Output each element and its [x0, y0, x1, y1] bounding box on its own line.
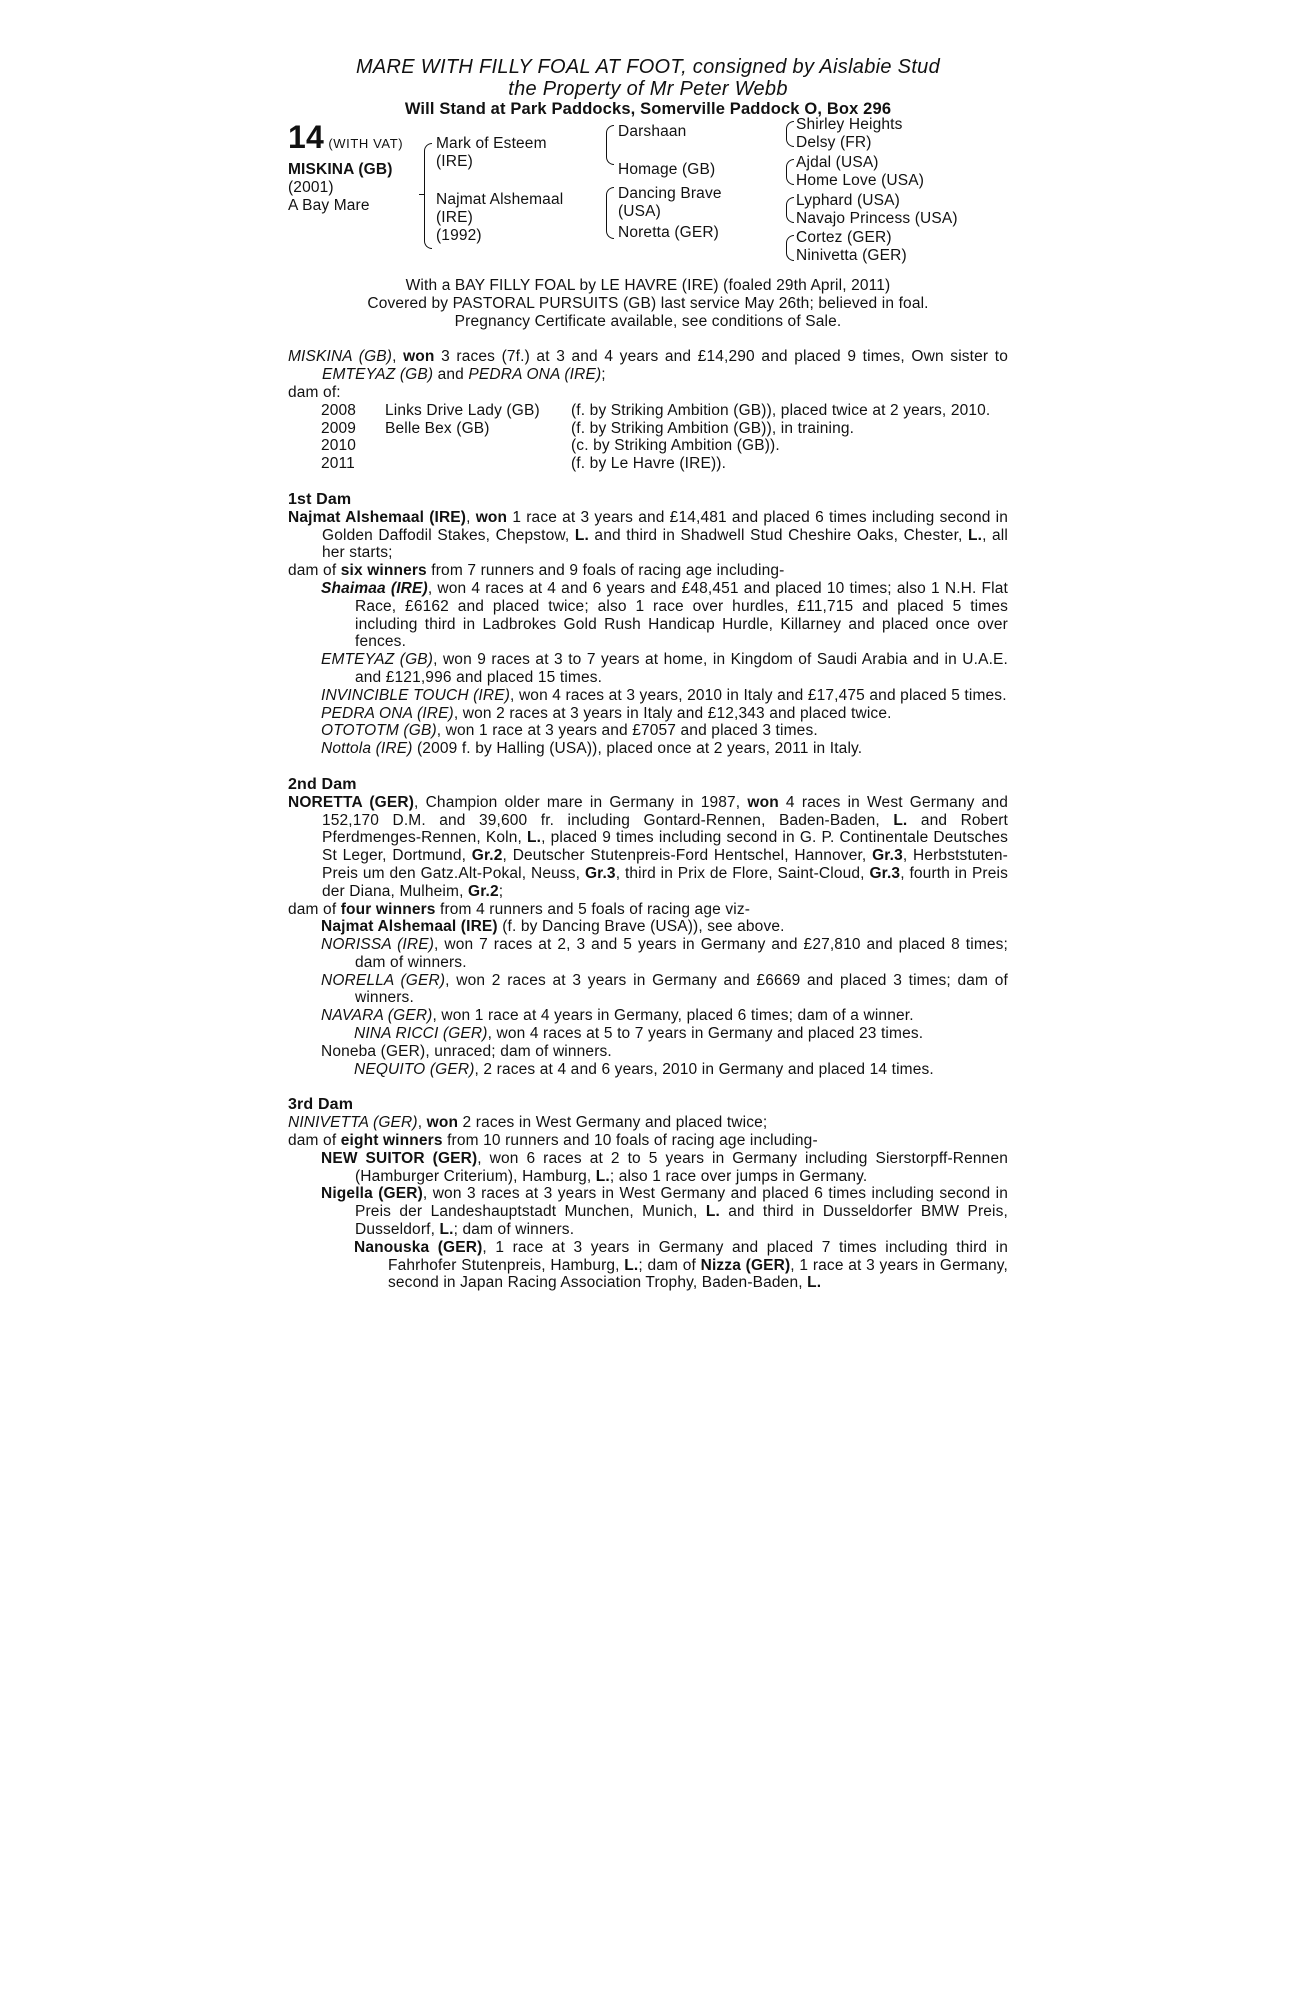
pedigree-brace-7	[786, 235, 794, 261]
first-dam-progeny-name: PEDRA ONA (IRE)	[321, 704, 454, 722]
first-dam-progeny-text: , won 2 races at 3 years in Italy and £12,343 and placed twice.	[453, 704, 892, 722]
first-dam-progeny-item	[288, 580, 1008, 651]
horse-name: MISKINA (GB)	[288, 161, 393, 178]
mare-progeny-row	[321, 455, 1005, 473]
mare-progeny-row	[321, 402, 1005, 420]
second-dam-name: NORETTA (GER)	[288, 793, 415, 811]
pedigree-dss: Lyphard (USA)	[796, 192, 900, 209]
mare-progeny-name	[385, 455, 601, 473]
pedigree-sire-sire: Darshaan	[618, 123, 687, 140]
second-dam-dam-of: dam of four winners from 4 runners and 5 foals of racing age viz-	[288, 900, 751, 918]
vat-label: (WITH VAT)	[328, 136, 404, 151]
first-dam-progeny-text: , won 1 race at 3 years and £7057 and placed 3 times.	[436, 722, 818, 740]
mare-sister-2: PEDRA ONA (IRE)	[468, 366, 602, 384]
second-dam-grandprogeny-4a: NINA RICCI (GER), won 4 races at 5 to 7 years in Germany and placed 23 times.	[354, 1025, 924, 1043]
mare-progeny-name: Links Drive Lady (GB)	[385, 401, 540, 419]
first-dam-progeny-name: EMTEYAZ (GB)	[321, 651, 434, 669]
pedigree-sds: Ajdal (USA)	[796, 154, 879, 171]
lot-number: 14	[288, 119, 324, 155]
pedigree-sdd: Home Love (USA)	[796, 172, 925, 189]
mare-progeny-year: 2011	[321, 455, 355, 473]
pedigree-brace-4	[786, 121, 794, 147]
second-dam-record: NORETTA (GER), Champion older mare in Germany in 1987, won 4 races in West Germany and 152,170 D.M. and 39,600 fr. including Gontard-Rennen, Baden-Baden, L. and Robert Pferdmenges-Rennen, Koln, L., placed 9 times including second in G. P. Continentale Deutsches St Leger, Dortmund, Gr.2, Deutscher Stutenpreis-Ford Hentschel, Hannover, Gr.3, Herbststuten-Preis um den Gatz.Alt-Pokal, Neuss, Gr.3, third in Prix de Flore, Saint-Cloud, Gr.3, fourth in Preis der Diana, Mulheim, Gr.2;	[288, 793, 1009, 900]
first-dam-name: Najmat Alshemaal (IRE)	[288, 508, 467, 526]
first-dam-progeny-list	[288, 580, 1008, 758]
pedigree-sire-dam: Homage (GB)	[618, 161, 716, 178]
foal-line-2: Covered by PASTORAL PURSUITS (GB) last service May 26th; believed in foal.	[367, 294, 929, 312]
pedigree-sire: Mark of Esteem (IRE)	[436, 135, 547, 170]
pedigree-block	[288, 116, 1008, 277]
first-dam-progeny-text: , won 9 races at 3 to 7 years at home, in Kingdom of Saudi Arabia and in U.A.E. and £121,996 and placed 15 times.	[355, 651, 1008, 686]
pedigree-dam-dam: Noretta (GER)	[618, 224, 719, 241]
mare-progeny-name: Belle Bex (GB)	[385, 419, 490, 437]
third-dam-heading: 3rd Dam	[288, 1096, 354, 1114]
first-dam-progeny-name: Shaimaa (IRE)	[321, 579, 428, 597]
foal-line-3: Pregnancy Certificate available, see conditions of Sale.	[454, 312, 842, 330]
mare-sister-1: EMTEYAZ (GB)	[322, 366, 434, 384]
mare-progeny-year: 2010	[321, 437, 357, 455]
title-line-2: the Property of Mr Peter Webb	[508, 78, 788, 100]
pedigree-brace-5	[786, 159, 794, 185]
first-dam-progeny-text: , won 4 races at 4 and 6 years and £48,451 and placed 10 times; also 1 N.H. Flat Race, £6162 and placed twice; also 1 race over hurdles, £11,715 and placed 5 times including third in Ladbrokes Gold Rush Handicap Hurdle, Killarney and placed once over fences.	[355, 579, 1008, 651]
second-dam-progeny-1: Najmat Alshemaal (IRE) (f. by Dancing Brave (USA)), see above.	[321, 918, 785, 936]
mare-progeny-row	[321, 437, 1005, 455]
third-dam-progeny-1: NEW SUITOR (GER), won 6 races at 2 to 5 years in Germany including Sierstorpff-Rennen (Hamburger Criterium), Hamburg, L.; also 1 race over jumps in Germany.	[321, 1149, 1008, 1185]
second-dam-progeny-3: NORELLA (GER), won 2 races at 3 years in Germany and £6669 and placed 3 times; dam of winners.	[321, 971, 1008, 1007]
first-dam-progeny-item	[288, 722, 1008, 740]
mare-summary: MISKINA (GB), won 3 races (7f.) at 3 and 4 years and £14,290 and placed 9 times, Own sister to EMTEYAZ (GB) and PEDRA ONA (IRE);	[288, 348, 1008, 384]
pedigree-ssd: Delsy (FR)	[796, 134, 872, 151]
third-dam-name: NINIVETTA (GER)	[288, 1114, 418, 1132]
third-dam-grandprogeny-3: Nanouska (GER), 1 race at 3 years in Germany and placed 7 times including third in Fahrhofer Stutenpreis, Hamburg, L.; dam of Nizza (GER), 1 race at 3 years in Germany, second in Japan Racing Association Trophy, Baden-Baden, L.	[354, 1238, 1008, 1292]
lot-number-row	[288, 121, 403, 153]
foal-line-1: With a BAY FILLY FOAL by LE HAVRE (IRE) (foaled 29th April, 2011)	[405, 277, 891, 294]
mare-progeny-desc: (f. by Striking Ambition (GB)), placed twice at 2 years, 2010.	[571, 401, 991, 419]
second-dam-progeny-4: NAVARA (GER), won 1 race at 4 years in Germany, placed 6 times; dam of a winner.	[321, 1007, 914, 1025]
mare-dam-of-label: dam of:	[288, 383, 341, 401]
mare-progeny-year: 2008	[321, 401, 357, 419]
first-dam-progeny-text: (2009 f. by Halling (USA)), placed once at 2 years, 2011 in Italy.	[412, 740, 863, 758]
first-dam-progeny-name: INVINCIBLE TOUCH (IRE)	[321, 686, 511, 704]
first-dam-record: Najmat Alshemaal (IRE), won 1 race at 3 years and £14,481 and placed 6 times including second in Golden Daffodil Stakes, Chepstow, L. and third in Shadwell Stud Cheshire Oaks, Chester, L., all her starts;	[288, 508, 1008, 562]
title-line-1: MARE WITH FILLY FOAL AT FOOT, consigned by Aislabie Stud	[355, 56, 941, 78]
pedigree-dam-sire: Dancing Brave (USA)	[618, 185, 722, 220]
mare-progeny-row	[321, 420, 1005, 438]
horse-year: (2001)	[288, 179, 334, 196]
mare-record: 3 races (7f.) at 3 and 4 years and £14,290 and placed 9 times, Own sister to	[434, 348, 1008, 366]
third-dam-progeny-2: Nigella (GER), won 3 races at 3 years in West Germany and placed 6 times including second in Preis der Landeshauptstadt Munchen, Munich, L. and third in Dusseldorfer BMW Preis, Dusseldorf, L.; dam of winners.	[321, 1185, 1008, 1239]
mare-won: won	[403, 348, 435, 366]
pedigree-brace-6	[786, 197, 794, 223]
first-dam-progeny-item	[288, 705, 1008, 723]
pedigree-brace-1-tip	[419, 194, 424, 195]
pedigree-dsd: Navajo Princess (USA)	[796, 210, 958, 227]
second-dam-progeny-2: NORISSA (IRE), won 7 races at 2, 3 and 5 years in Germany and £27,810 and placed 8 times; dam of winners.	[321, 936, 1009, 971]
foal-info	[288, 277, 1008, 330]
catalogue-page	[288, 56, 1008, 1292]
pedigree-brace-1	[424, 143, 432, 249]
mare-progeny-year: 2009	[321, 419, 357, 437]
first-dam-progeny-item	[288, 740, 1008, 758]
first-dam-progeny-name: OTOTOTM (GB)	[321, 722, 437, 740]
pedigree-dds: Cortez (GER)	[796, 229, 892, 246]
pedigree-ddd: Ninivetta (GER)	[796, 247, 907, 264]
mare-progeny-table	[321, 402, 1005, 473]
mare-progeny-desc: (f. by Striking Ambition (GB)), in training.	[571, 419, 855, 437]
mare-progeny-desc: (f. by Le Havre (IRE)).	[571, 455, 727, 473]
pedigree-brace-2	[606, 125, 614, 165]
third-dam-dam-of: dam of eight winners from 10 runners and 10 foals of racing age including-	[288, 1132, 818, 1150]
pedigree-brace-3	[606, 187, 614, 239]
horse-description: A Bay Mare	[288, 197, 370, 214]
first-dam-dam-of: dam of six winners from 7 runners and 9 foals of racing age including-	[288, 562, 785, 580]
second-dam-grandprogeny-5a: NEQUITO (GER), 2 races at 4 and 6 years, 2010 in Germany and placed 14 times.	[354, 1060, 934, 1078]
first-dam-heading: 1st Dam	[288, 490, 352, 508]
first-dam-progeny-name: Nottola (IRE)	[321, 740, 413, 758]
second-dam-heading: 2nd Dam	[288, 775, 357, 793]
first-dam-progeny-text: , won 4 races at 3 years, 2010 in Italy and £17,475 and placed 5 times.	[510, 686, 1007, 704]
pedigree-dam: Najmat Alshemaal (IRE) (1992)	[436, 191, 564, 244]
mare-progeny-name	[385, 437, 601, 455]
first-dam-progeny-item	[288, 651, 1008, 687]
first-dam-progeny-item	[288, 687, 1008, 705]
second-dam-progeny-5: Noneba (GER), unraced; dam of winners.	[321, 1042, 612, 1060]
mare-name: MISKINA (GB)	[288, 348, 393, 366]
pedigree-sss: Shirley Heights	[796, 116, 903, 133]
third-dam-record: NINIVETTA (GER), won 2 races in West Germany and placed twice;	[288, 1114, 768, 1132]
stand-line: Will Stand at Park Paddocks, Somerville Paddock O, Box 296	[404, 100, 892, 118]
mare-progeny-desc: (c. by Striking Ambition (GB)).	[571, 437, 780, 455]
